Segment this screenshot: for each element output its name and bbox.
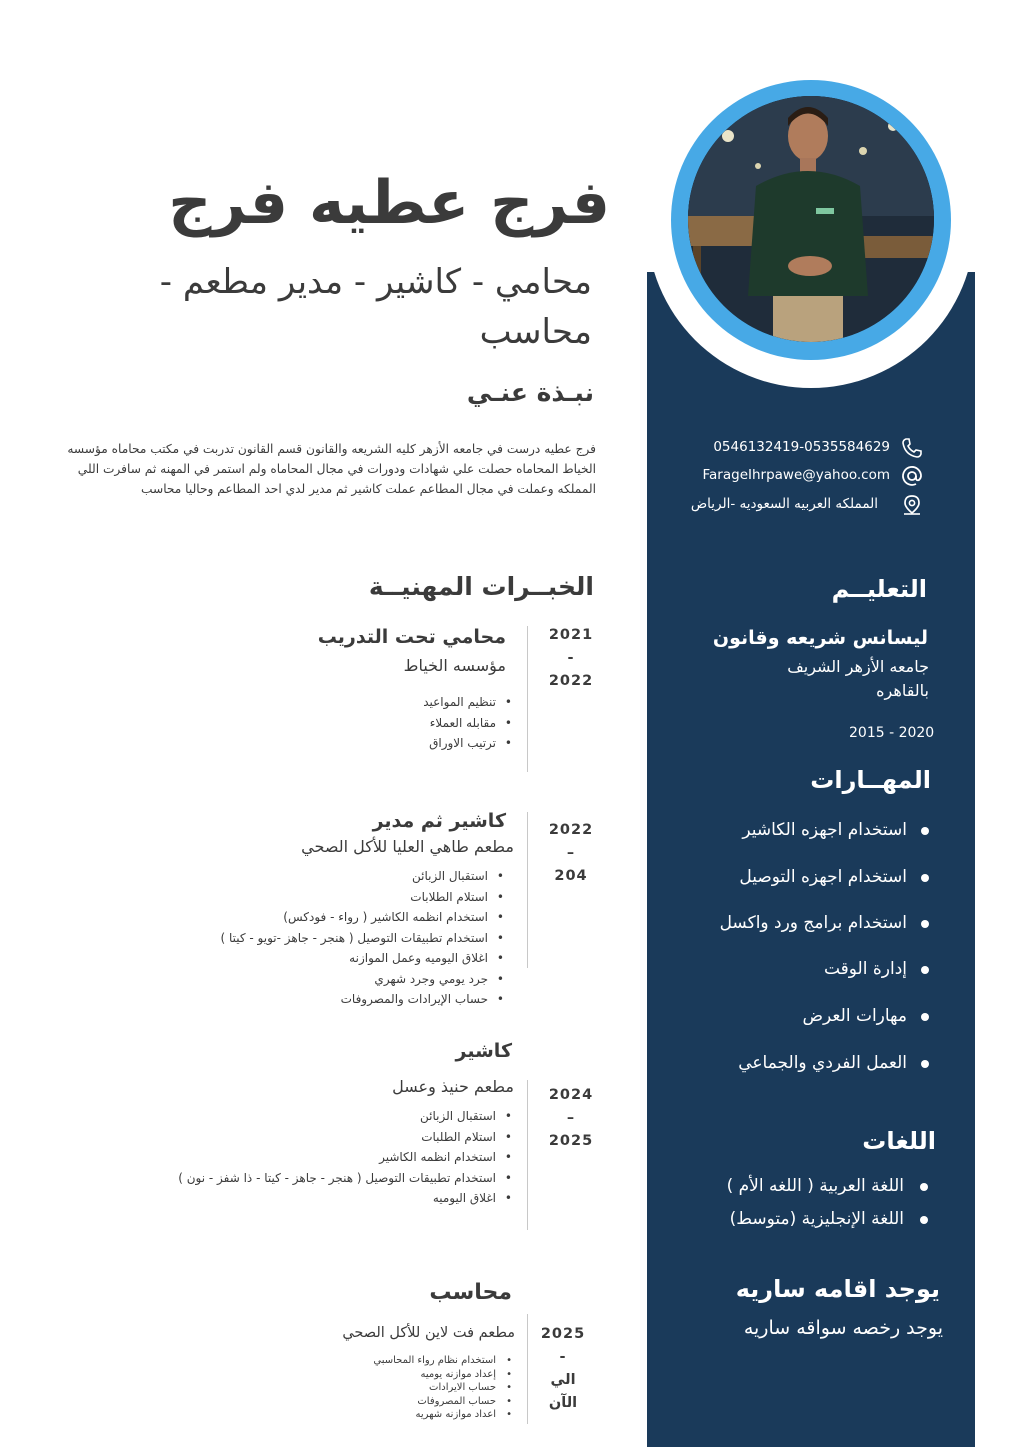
year-to: الي (550, 1372, 576, 1388)
job-duties-list (220, 866, 506, 1010)
about-heading: نبـذة عنـي (466, 378, 594, 407)
list-item: • اعداد موازنه شهريه (373, 1408, 514, 1422)
skill-item: استخدام اجهزه التوصيل (739, 867, 907, 887)
education-school-city: بالقاهره (876, 681, 929, 700)
job-title: كاشير ثم مدير (372, 810, 506, 832)
contact-location: المملكه العربيه السعوديه -الرياض (690, 496, 878, 512)
education-degree: ليسانس شريعه وقانون (712, 627, 928, 649)
about-text: فرج عطيه درست في جامعه الأزهر كليه الشريعه والقانون قسم القانون تدربت في مكتب محاماه مؤسسه الخياط المحاماه حصلت علي شهادات ودورات في مجال المحاماه ولم استمر في المهنه ثم سافرت اللي المملكه وعملت في مجال المطاعم عملت كاشير ثم مدير لدي احد المطاعم وحاليا محاسب (67, 442, 596, 496)
timeline-divider (527, 626, 528, 772)
list-item: • استخدام تطبيقات التوصيل ( هنجر - جاهز -تويو - كيتا ) (220, 928, 506, 949)
contact-email: FarageIhrpawe@yahoo.com (702, 467, 890, 483)
residency-status: يوجد اقامه ساريه (735, 1275, 940, 1303)
bullet-dot (921, 827, 929, 835)
skills-heading: المهــارات (810, 766, 931, 794)
person-name: فرج عطيه فرج (168, 168, 610, 238)
year-to: 2025 (548, 1133, 594, 1149)
education-school: جامعه الأزهر الشريف (787, 657, 929, 676)
location-pin-icon (900, 494, 924, 518)
year-from: 2025 (540, 1326, 586, 1342)
experience-heading: الخبــرات المهنيــة (368, 572, 594, 601)
bullet-dot (920, 1216, 928, 1224)
list-item: • استلام الطلابات (220, 887, 506, 908)
year-dash: - (559, 1349, 567, 1365)
skill-item: مهارات العرض (802, 1006, 907, 1026)
bullet-dot (920, 1183, 928, 1191)
education-years: 2015 - 2020 (849, 725, 935, 741)
profile-photo (688, 96, 934, 342)
year-dash: – (566, 1110, 576, 1126)
job-title: محامي تحت التدريب (317, 626, 506, 648)
list-item: • استخدام تطبيقات التوصيل ( هنجر - جاهز - كيتا - ذا شفز - نون ) (178, 1168, 514, 1189)
bullet-dot (921, 1013, 929, 1021)
bullet-dot (921, 1060, 929, 1068)
language-item: اللغة الإنجليزية (متوسط) (729, 1209, 904, 1229)
contact-phone: 0546132419-0535584629 (713, 439, 890, 455)
job-titles-line1: محامي - كاشير - مدير مطعم - (159, 262, 592, 302)
job-company: مؤسسه الخياط (403, 656, 506, 675)
bullet-dot (921, 920, 929, 928)
list-item: • حساب الايرادات (373, 1381, 514, 1395)
skill-item: العمل الفردي والجماعي (738, 1053, 907, 1073)
job-years (541, 819, 601, 888)
job-duties-list (423, 692, 514, 754)
list-item: • مقابله العملاء (423, 713, 514, 734)
list-item: • جرد يومي وجرد شهري (220, 969, 506, 990)
job-title: محاسب (429, 1280, 512, 1305)
year-from: 2024 (548, 1087, 594, 1103)
year-dash: – (566, 845, 576, 861)
year-to: 2022 (548, 673, 594, 689)
year-to: 204 (554, 868, 588, 884)
list-item: • استخدام انظمه الكاشير (178, 1147, 514, 1168)
year-from: 2021 (548, 627, 594, 643)
phone-icon (900, 436, 924, 460)
bullet-dot (921, 966, 929, 974)
list-item: • استخدام انظمه الكاشير ( رواء - فودكس) (220, 907, 506, 928)
list-item: • حساب المصروفات (373, 1395, 514, 1409)
skill-item: إدارة الوقت (823, 959, 907, 979)
year-to: الآن (548, 1395, 578, 1411)
driving-license-status: يوجد رخصه سواقه ساريه (743, 1317, 943, 1339)
timeline-divider (527, 812, 528, 968)
job-titles-line2: محاسب (479, 312, 592, 352)
year-dash: - (567, 650, 575, 666)
list-item: • ترتيب الاوراق (423, 733, 514, 754)
job-years (541, 624, 601, 693)
job-company: مطعم فت لاين للأكل الصحي (342, 1325, 515, 1341)
list-item: • حساب الإيرادات والمصروفات (220, 989, 506, 1010)
list-item: • إعداد موازنه يوميه (373, 1368, 514, 1382)
list-item: • استقبال الزبائن (178, 1106, 514, 1127)
timeline-divider (527, 1314, 528, 1424)
timeline-divider (527, 1080, 528, 1230)
email-at-icon (900, 464, 924, 488)
job-duties-list (178, 1106, 514, 1209)
skill-item: استخدام اجهزه الكاشير (742, 820, 907, 840)
job-years (533, 1323, 593, 1415)
list-item: • اغلاق اليوميه وعمل الموازنه (220, 948, 506, 969)
language-item: اللغة العربية ( اللغه الأم ) (726, 1176, 904, 1196)
job-company: مطعم حنيذ وعسل (392, 1077, 514, 1096)
list-item: • استقبال الزبائن (220, 866, 506, 887)
languages-heading: اللغات (862, 1127, 936, 1155)
list-item: • تنظيم المواعيد (423, 692, 514, 713)
year-from: 2022 (548, 822, 594, 838)
job-title: كاشير (455, 1040, 512, 1062)
job-years (541, 1084, 601, 1153)
education-heading: التعليــم (831, 575, 927, 603)
job-duties-list (373, 1354, 514, 1422)
list-item: • استخدام نظام رواء المحاسبي (373, 1354, 514, 1368)
skill-item: استخدام برامج ورد واكسل (719, 913, 907, 933)
list-item: • اغلاق اليوميه (178, 1188, 514, 1209)
job-company: مطعم طاهي العليا للأكل الصحي (301, 837, 514, 856)
list-item: • استلام الطلبات (178, 1127, 514, 1148)
bullet-dot (921, 874, 929, 882)
